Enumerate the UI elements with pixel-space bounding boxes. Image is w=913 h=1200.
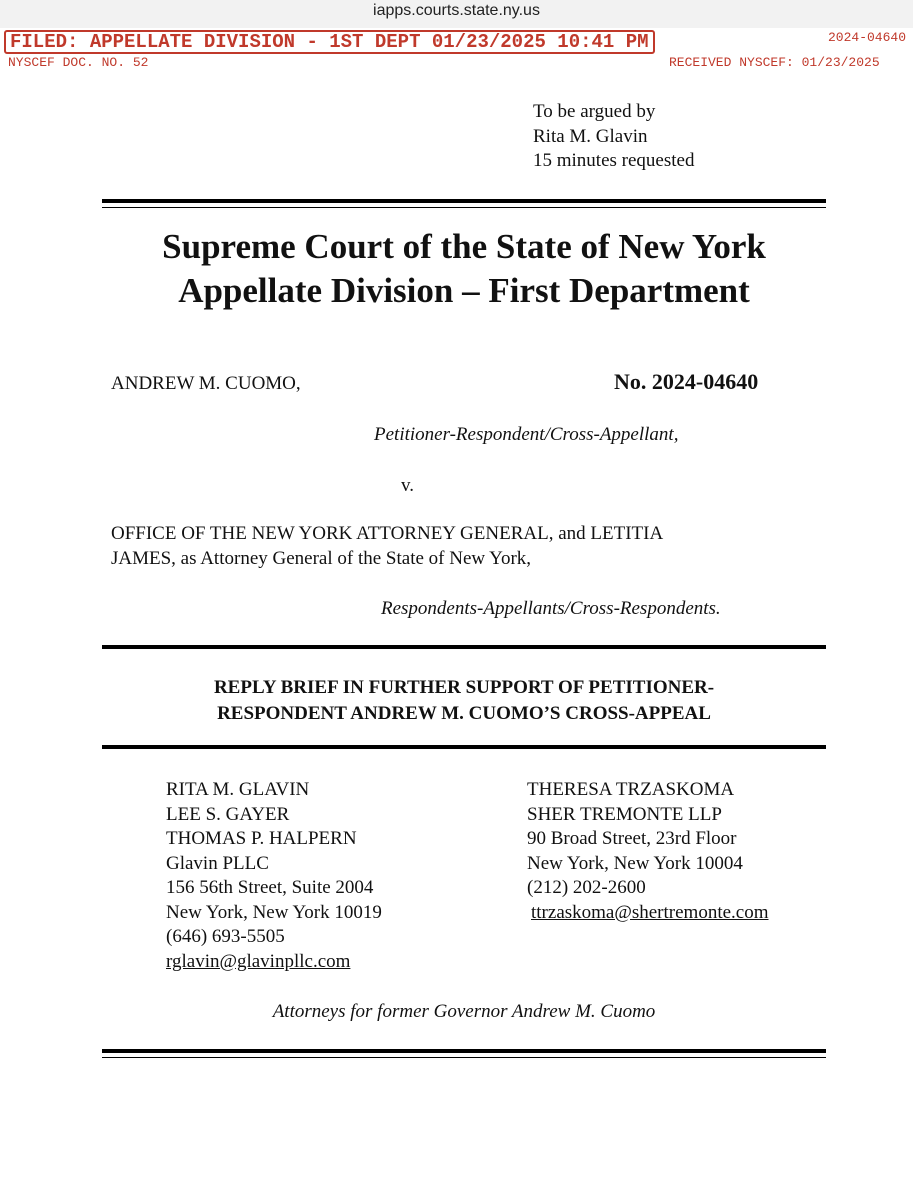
attorneys-for: Attorneys for former Governor Andrew M. Cuomo	[272, 1001, 656, 1022]
versus: v.	[401, 475, 415, 496]
counsel-city: New York, New York 10004	[527, 852, 743, 874]
counsel-line: THOMAS P. HALPERN	[166, 828, 357, 849]
court-name: Supreme Court of the State of New York	[162, 227, 766, 266]
respondent-line-1: OFFICE OF THE NEW YORK ATTORNEY GENERAL, and LETITIA	[111, 523, 664, 544]
brief-title-line-1: REPLY BRIEF IN FURTHER SUPPORT OF PETITIONER-	[213, 677, 715, 698]
respondent-role: Respondents-Appellants/Cross-Respondents.	[381, 598, 721, 619]
arguing-attorney: Rita M. Glavin	[533, 125, 648, 147]
received-stamp: RECEIVED NYSCEF: 01/23/2025	[669, 55, 880, 70]
nyscef-doc-number: NYSCEF DOC. NO. 52	[8, 55, 149, 70]
title-divider	[102, 745, 826, 749]
counsel-left	[166, 778, 382, 974]
counsel-address: 90 Broad Street, 23rd Floor	[527, 828, 737, 849]
bottom-divider	[102, 1049, 826, 1058]
time-requested: 15 minutes requested	[533, 150, 695, 171]
counsel-right	[527, 778, 769, 925]
petitioner-role: Petitioner-Respondent/Cross-Appellant,	[374, 424, 679, 445]
argument-notice	[533, 100, 694, 174]
counsel-firm: SHER TREMONTE LLP	[527, 803, 722, 825]
filed-stamp: FILED: APPELLATE DIVISION - 1ST DEPT 01/23/2025 10:41 PM	[4, 30, 655, 54]
index-number: 2024-04640	[828, 30, 907, 45]
petitioner-name: ANDREW M. CUOMO,	[111, 373, 301, 394]
respondent-line-2: JAMES, as Attorney General of the State of New York,	[111, 548, 532, 569]
counsel-city: New York, New York 10019	[166, 901, 382, 923]
counsel-address: 156 56th Street, Suite 2004	[166, 877, 374, 898]
counsel-line: RITA M. GLAVIN	[166, 779, 310, 800]
case-number: No. 2024-04640	[614, 369, 759, 394]
top-divider	[102, 199, 826, 208]
counsel-phone: (646) 693-5505	[166, 926, 285, 947]
glavin-email-link[interactable]: rglavin@glavinpllc.com	[166, 950, 351, 972]
brief-title	[102, 675, 826, 727]
browser-url-bar[interactable]: iapps.courts.state.ny.us	[0, 0, 913, 28]
court-title	[102, 225, 826, 313]
counsel-line: LEE S. GAYER	[166, 803, 290, 825]
argued-by-label: To be argued by	[533, 101, 656, 122]
counsel-firm: Glavin PLLC	[166, 852, 269, 874]
court-division: Appellate Division – First Department	[178, 271, 750, 310]
brief-title-line-2: RESPONDENT ANDREW M. CUOMO’S CROSS-APPEAL	[217, 703, 711, 724]
counsel-line: THERESA TRZASKOMA	[527, 779, 735, 800]
counsel-phone: (212) 202-2600	[527, 877, 646, 898]
trzaskoma-email-link[interactable]: ttrzaskoma@shertremonte.com	[531, 901, 769, 923]
caption-divider	[102, 645, 826, 649]
